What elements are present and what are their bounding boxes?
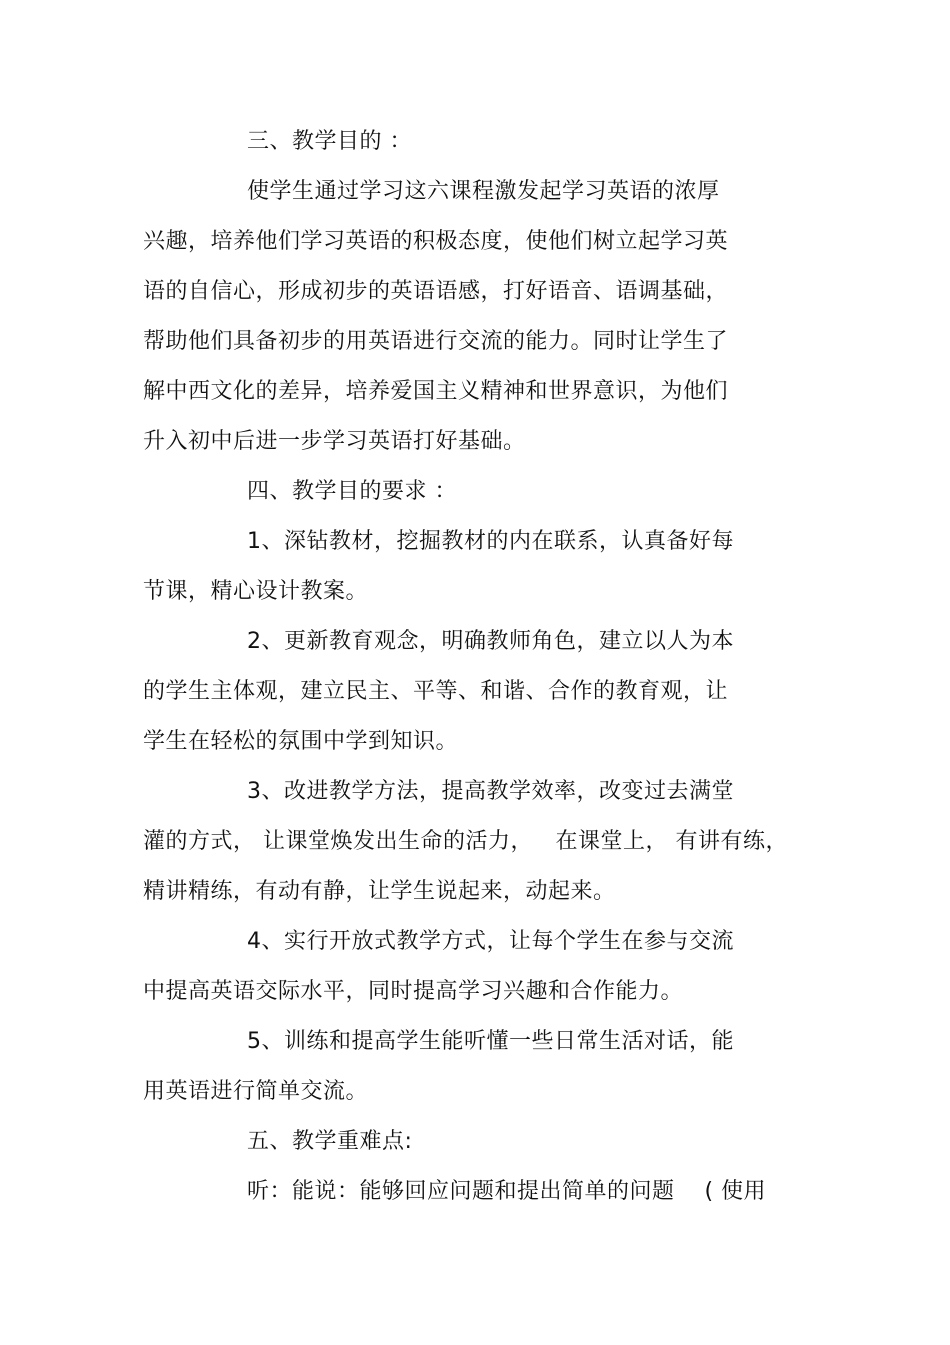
paragraph-line: 灌的方式， 让课堂焕发出生命的活力， 在课堂上， 有讲有练， [143, 829, 788, 854]
list-item-5: 5、训练和提高学生能听懂一些日常生活对话，能 [247, 1029, 734, 1054]
paragraph-line: 学生在轻松的氛围中学到知识。 [143, 729, 459, 754]
paragraph-line: 精讲精练，有动有静，让学生说起来，动起来。 [143, 879, 616, 904]
list-item-4: 4、实行开放式教学方式，让每个学生在参与交流 [247, 929, 734, 954]
list-item-2: 2、更新教育观念，明确教师角色，建立以人为本 [247, 629, 734, 654]
paragraph-line: 兴趣，培养他们学习英语的积极态度，使他们树立起学习英 [143, 229, 729, 254]
paragraph-line: 听：能说：能够回应问题和提出简单的问题 ( 使用 [247, 1179, 767, 1204]
section-heading-5: 五、教学重难点: [247, 1129, 413, 1154]
paragraph-line: 用英语进行简单交流。 [143, 1079, 369, 1104]
paragraph-line: 节课，精心设计教案。 [143, 579, 369, 604]
section-heading-4: 四、教学目的要求 ： [247, 479, 457, 504]
paragraph-line: 语的自信心，形成初步的英语语感，打好语音、语调基础， [143, 279, 729, 304]
paragraph-line: 解中西文化的差异，培养爱国主义精神和世界意识，为他们 [143, 379, 729, 404]
paragraph-line: 帮助他们具备初步的用英语进行交流的能力。同时让学生了 [143, 329, 729, 354]
list-item-3: 3、改进教学方法，提高教学效率，改变过去满堂 [247, 779, 734, 804]
paragraph-line: 的学生主体观，建立民主、平等、和谐、合作的教育观，让 [143, 679, 729, 704]
section-heading-3: 三、教学目的 ： [247, 129, 412, 154]
paragraph-line: 使学生通过学习这六课程激发起学习英语的浓厚 [247, 179, 720, 204]
list-item-1: 1、深钻教材，挖掘教材的内在联系，认真备好每 [247, 529, 734, 554]
paragraph-line: 升入初中后进一步学习英语打好基础。 [143, 429, 526, 454]
paragraph-line: 中提高英语交际水平，同时提高学习兴趣和合作能力。 [143, 979, 684, 1004]
